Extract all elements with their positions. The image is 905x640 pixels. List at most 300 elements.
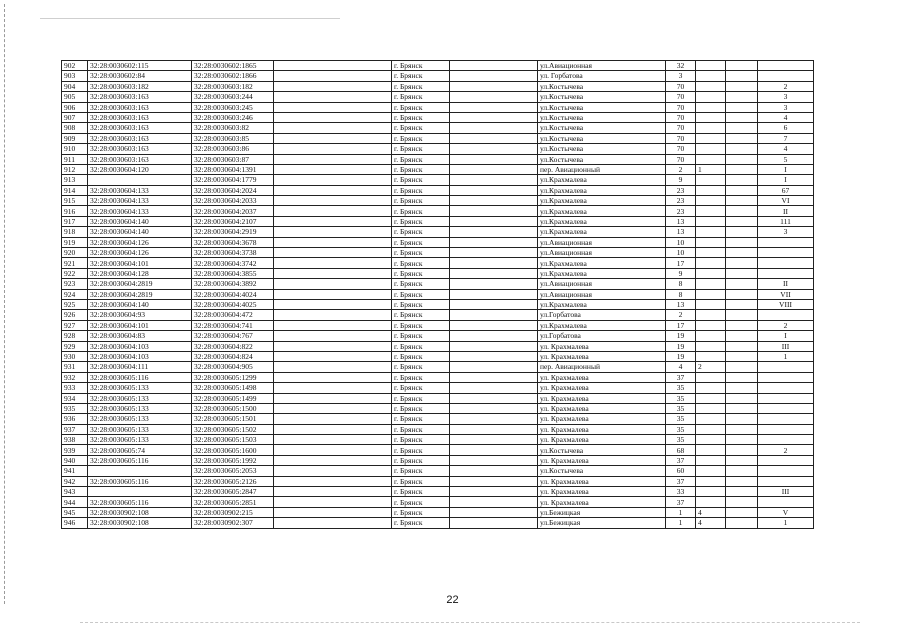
cell-city: г. Брянск xyxy=(392,466,450,476)
cell-building xyxy=(696,455,726,465)
cell-empty xyxy=(274,268,392,278)
cell-parcel-cadastral-number: 32:28:0030603:182 xyxy=(88,81,192,91)
cell-street: ул.Крахмалева xyxy=(538,299,666,309)
cell-object-cadastral-number: 32:28:0030604:1391 xyxy=(192,164,274,174)
cell-city: г. Брянск xyxy=(392,102,450,112)
cell-empty xyxy=(274,497,392,507)
cell-parcel-cadastral-number: 32:28:0030604:126 xyxy=(88,237,192,247)
cell-house: 33 xyxy=(666,487,696,497)
cell-room xyxy=(726,144,758,154)
cell-house: 37 xyxy=(666,497,696,507)
cell-row-number: 907 xyxy=(62,112,88,122)
cell-room xyxy=(726,92,758,102)
cell-street: пер. Авиационный xyxy=(538,362,666,372)
cell-building xyxy=(696,393,726,403)
table-row xyxy=(62,102,814,112)
cell-house: 70 xyxy=(666,123,696,133)
cell-house: 70 xyxy=(666,112,696,122)
cell-empty xyxy=(274,102,392,112)
cell-empty xyxy=(450,331,538,341)
cell-premises: III xyxy=(758,341,814,351)
cell-street: ул.Авиационная xyxy=(538,289,666,299)
cell-row-number: 921 xyxy=(62,258,88,268)
cell-city: г. Брянск xyxy=(392,92,450,102)
cell-room xyxy=(726,61,758,71)
cell-premises xyxy=(758,455,814,465)
cell-city: г. Брянск xyxy=(392,341,450,351)
cell-room xyxy=(726,248,758,258)
table-row xyxy=(62,299,814,309)
cell-empty xyxy=(450,258,538,268)
cell-empty xyxy=(274,445,392,455)
cell-building xyxy=(696,112,726,122)
cell-house: 70 xyxy=(666,144,696,154)
cell-city: г. Брянск xyxy=(392,424,450,434)
cell-empty xyxy=(274,435,392,445)
cell-house: 35 xyxy=(666,424,696,434)
cell-street: ул.Костычева xyxy=(538,154,666,164)
cell-building xyxy=(696,320,726,330)
cell-house: 17 xyxy=(666,258,696,268)
property-register-table xyxy=(61,60,814,529)
cell-parcel-cadastral-number xyxy=(88,487,192,497)
cell-empty xyxy=(274,331,392,341)
cell-empty xyxy=(274,61,392,71)
cell-premises: 7 xyxy=(758,133,814,143)
cell-empty xyxy=(450,81,538,91)
cell-empty xyxy=(450,227,538,237)
cell-room xyxy=(726,383,758,393)
cell-house: 35 xyxy=(666,414,696,424)
table-row xyxy=(62,268,814,278)
cell-city: г. Брянск xyxy=(392,268,450,278)
cell-room xyxy=(726,445,758,455)
cell-empty xyxy=(450,154,538,164)
cell-house: 23 xyxy=(666,196,696,206)
cell-street: ул. Крахмалева xyxy=(538,487,666,497)
cell-premises xyxy=(758,61,814,71)
table-row xyxy=(62,518,814,528)
cell-row-number: 931 xyxy=(62,362,88,372)
table-row xyxy=(62,362,814,372)
table-row xyxy=(62,175,814,185)
cell-room xyxy=(726,466,758,476)
cell-parcel-cadastral-number: 32:28:0030605:133 xyxy=(88,435,192,445)
table-row xyxy=(62,403,814,413)
cell-room xyxy=(726,102,758,112)
cell-city: г. Брянск xyxy=(392,299,450,309)
cell-object-cadastral-number: 32:28:0030604:905 xyxy=(192,362,274,372)
cell-empty xyxy=(274,133,392,143)
cell-premises xyxy=(758,383,814,393)
cell-premises: 2 xyxy=(758,320,814,330)
cell-room xyxy=(726,518,758,528)
cell-city: г. Брянск xyxy=(392,81,450,91)
cell-city: г. Брянск xyxy=(392,351,450,361)
cell-empty xyxy=(274,518,392,528)
cell-city: г. Брянск xyxy=(392,435,450,445)
cell-empty xyxy=(274,487,392,497)
cell-premises xyxy=(758,237,814,247)
cell-row-number: 905 xyxy=(62,92,88,102)
cell-parcel-cadastral-number: 32:28:0030603:163 xyxy=(88,123,192,133)
cell-city: г. Брянск xyxy=(392,507,450,517)
table-row xyxy=(62,61,814,71)
cell-empty xyxy=(274,372,392,382)
cell-empty xyxy=(450,123,538,133)
cell-house: 32 xyxy=(666,61,696,71)
cell-empty xyxy=(274,175,392,185)
table-row xyxy=(62,154,814,164)
cell-building xyxy=(696,351,726,361)
cell-street: ул. Горбатова xyxy=(538,71,666,81)
cell-premises: VI xyxy=(758,196,814,206)
cell-building: 4 xyxy=(696,518,726,528)
cell-object-cadastral-number: 32:28:0030604:824 xyxy=(192,351,274,361)
cell-parcel-cadastral-number: 32:28:0030605:133 xyxy=(88,383,192,393)
cell-empty xyxy=(450,279,538,289)
cell-object-cadastral-number: 32:28:0030603:246 xyxy=(192,112,274,122)
cell-premises: VII xyxy=(758,289,814,299)
cell-street: ул. Крахмалева xyxy=(538,497,666,507)
cell-parcel-cadastral-number: 32:28:0030604:101 xyxy=(88,258,192,268)
cell-object-cadastral-number: 32:28:0030605:2847 xyxy=(192,487,274,497)
cell-object-cadastral-number: 32:28:0030604:4025 xyxy=(192,299,274,309)
cell-room xyxy=(726,497,758,507)
cell-city: г. Брянск xyxy=(392,476,450,486)
cell-row-number: 908 xyxy=(62,123,88,133)
cell-empty xyxy=(274,310,392,320)
cell-object-cadastral-number: 32:28:0030603:182 xyxy=(192,81,274,91)
cell-premises: 1 xyxy=(758,518,814,528)
cell-street: ул. Крахмалева xyxy=(538,424,666,434)
cell-empty xyxy=(450,92,538,102)
cell-house: 70 xyxy=(666,154,696,164)
cell-parcel-cadastral-number: 32:28:0030604:103 xyxy=(88,341,192,351)
cell-house: 19 xyxy=(666,331,696,341)
cell-house: 35 xyxy=(666,383,696,393)
cell-parcel-cadastral-number: 32:28:0030605:133 xyxy=(88,403,192,413)
cell-house: 1 xyxy=(666,507,696,517)
cell-empty xyxy=(274,154,392,164)
table-row xyxy=(62,196,814,206)
cell-premises: I xyxy=(758,164,814,174)
cell-house: 9 xyxy=(666,268,696,278)
cell-street: ул.Крахмалева xyxy=(538,206,666,216)
cell-empty xyxy=(274,196,392,206)
cell-premises xyxy=(758,362,814,372)
cell-empty xyxy=(274,123,392,133)
table-row xyxy=(62,372,814,382)
cell-parcel-cadastral-number xyxy=(88,175,192,185)
cell-empty xyxy=(274,466,392,476)
table-row xyxy=(62,279,814,289)
cell-premises xyxy=(758,248,814,258)
cell-street: ул.Крахмалева xyxy=(538,216,666,226)
cell-room xyxy=(726,372,758,382)
cell-premises: II xyxy=(758,206,814,216)
cell-building xyxy=(696,81,726,91)
cell-building xyxy=(696,196,726,206)
cell-building xyxy=(696,71,726,81)
cell-room xyxy=(726,71,758,81)
cell-building xyxy=(696,175,726,185)
bottom-rule xyxy=(80,622,860,623)
cell-parcel-cadastral-number: 32:28:0030902:108 xyxy=(88,518,192,528)
cell-empty xyxy=(274,206,392,216)
cell-object-cadastral-number: 32:28:0030604:4024 xyxy=(192,289,274,299)
cell-house: 2 xyxy=(666,164,696,174)
cell-city: г. Брянск xyxy=(392,258,450,268)
cell-object-cadastral-number: 32:28:0030604:3738 xyxy=(192,248,274,258)
cell-premises: 6 xyxy=(758,123,814,133)
cell-house: 37 xyxy=(666,476,696,486)
cell-row-number: 927 xyxy=(62,320,88,330)
cell-parcel-cadastral-number: 32:28:0030604:126 xyxy=(88,248,192,258)
cell-building xyxy=(696,216,726,226)
table-row xyxy=(62,435,814,445)
cell-empty xyxy=(274,248,392,258)
cell-room xyxy=(726,476,758,486)
cell-object-cadastral-number: 32:28:0030605:1503 xyxy=(192,435,274,445)
cell-row-number: 930 xyxy=(62,351,88,361)
cell-empty xyxy=(450,320,538,330)
cell-building xyxy=(696,414,726,424)
cell-row-number: 911 xyxy=(62,154,88,164)
cell-street: ул.Костычева xyxy=(538,144,666,154)
cell-premises: III xyxy=(758,487,814,497)
cell-city: г. Брянск xyxy=(392,403,450,413)
cell-empty xyxy=(274,216,392,226)
table-row xyxy=(62,487,814,497)
cell-street: ул. Крахмалева xyxy=(538,351,666,361)
cell-empty xyxy=(274,414,392,424)
cell-object-cadastral-number: 32:28:0030602:1865 xyxy=(192,61,274,71)
cell-premises xyxy=(758,393,814,403)
cell-house: 35 xyxy=(666,435,696,445)
cell-parcel-cadastral-number: 32:28:0030605:133 xyxy=(88,414,192,424)
cell-city: г. Брянск xyxy=(392,164,450,174)
cell-empty xyxy=(450,185,538,195)
cell-object-cadastral-number: 32:28:0030605:1501 xyxy=(192,414,274,424)
cell-object-cadastral-number: 32:28:0030604:3892 xyxy=(192,279,274,289)
cell-room xyxy=(726,414,758,424)
cell-empty xyxy=(450,351,538,361)
cell-empty xyxy=(450,299,538,309)
cell-street: ул.Костычева xyxy=(538,102,666,112)
cell-parcel-cadastral-number: 32:28:0030605:133 xyxy=(88,393,192,403)
table-row xyxy=(62,383,814,393)
cell-empty xyxy=(450,164,538,174)
cell-parcel-cadastral-number: 32:28:0030603:163 xyxy=(88,133,192,143)
cell-empty xyxy=(450,476,538,486)
cell-object-cadastral-number: 32:28:0030603:82 xyxy=(192,123,274,133)
cell-empty xyxy=(274,351,392,361)
cell-street: ул. Крахмалева xyxy=(538,435,666,445)
cell-city: г. Брянск xyxy=(392,175,450,185)
cell-parcel-cadastral-number: 32:28:0030602:84 xyxy=(88,71,192,81)
cell-premises xyxy=(758,372,814,382)
cell-parcel-cadastral-number: 32:28:0030605:116 xyxy=(88,497,192,507)
cell-house: 3 xyxy=(666,71,696,81)
cell-city: г. Брянск xyxy=(392,455,450,465)
cell-object-cadastral-number: 32:28:0030604:822 xyxy=(192,341,274,351)
table-row xyxy=(62,466,814,476)
cell-room xyxy=(726,341,758,351)
cell-street: ул.Горбатова xyxy=(538,310,666,320)
cell-room xyxy=(726,154,758,164)
cell-building xyxy=(696,466,726,476)
cell-house: 70 xyxy=(666,102,696,112)
cell-row-number: 943 xyxy=(62,487,88,497)
cell-premises: V xyxy=(758,507,814,517)
cell-premises: 2 xyxy=(758,445,814,455)
cell-row-number: 937 xyxy=(62,424,88,434)
cell-room xyxy=(726,196,758,206)
cell-building xyxy=(696,185,726,195)
cell-building xyxy=(696,92,726,102)
cell-empty xyxy=(450,383,538,393)
cell-room xyxy=(726,258,758,268)
cell-empty xyxy=(274,258,392,268)
cell-room xyxy=(726,424,758,434)
cell-empty xyxy=(274,227,392,237)
table-row xyxy=(62,445,814,455)
cell-premises: 4 xyxy=(758,144,814,154)
cell-row-number: 902 xyxy=(62,61,88,71)
cell-empty xyxy=(274,92,392,102)
cell-object-cadastral-number: 32:28:0030604:2037 xyxy=(192,206,274,216)
cell-parcel-cadastral-number: 32:28:0030603:163 xyxy=(88,92,192,102)
cell-house: 35 xyxy=(666,393,696,403)
cell-building xyxy=(696,424,726,434)
cell-premises xyxy=(758,268,814,278)
cell-parcel-cadastral-number: 32:28:0030604:83 xyxy=(88,331,192,341)
cell-street: ул. Крахмалева xyxy=(538,414,666,424)
cell-room xyxy=(726,237,758,247)
cell-city: г. Брянск xyxy=(392,123,450,133)
cell-premises: 5 xyxy=(758,154,814,164)
cell-street: ул. Крахмалева xyxy=(538,476,666,486)
cell-room xyxy=(726,403,758,413)
table-row xyxy=(62,476,814,486)
cell-premises xyxy=(758,497,814,507)
cell-premises xyxy=(758,414,814,424)
cell-parcel-cadastral-number: 32:28:0030604:93 xyxy=(88,310,192,320)
cell-street: ул.Костычева xyxy=(538,112,666,122)
left-margin-guide xyxy=(4,4,6,604)
cell-row-number: 935 xyxy=(62,403,88,413)
cell-row-number: 936 xyxy=(62,414,88,424)
cell-building xyxy=(696,268,726,278)
cell-empty xyxy=(274,299,392,309)
cell-house: 70 xyxy=(666,92,696,102)
cell-city: г. Брянск xyxy=(392,112,450,122)
cell-row-number: 928 xyxy=(62,331,88,341)
cell-room xyxy=(726,112,758,122)
table-row xyxy=(62,164,814,174)
cell-building xyxy=(696,435,726,445)
table-row xyxy=(62,289,814,299)
cell-empty xyxy=(274,383,392,393)
cell-empty xyxy=(450,435,538,445)
cell-room xyxy=(726,362,758,372)
cell-object-cadastral-number: 32:28:0030605:2851 xyxy=(192,497,274,507)
table-row xyxy=(62,497,814,507)
cell-parcel-cadastral-number: 32:28:0030605:116 xyxy=(88,372,192,382)
cell-street: ул.Авиационная xyxy=(538,279,666,289)
cell-row-number: 922 xyxy=(62,268,88,278)
cell-empty xyxy=(274,403,392,413)
cell-street: ул.Горбатова xyxy=(538,331,666,341)
cell-city: г. Брянск xyxy=(392,518,450,528)
cell-street: ул.Крахмалева xyxy=(538,258,666,268)
cell-house: 19 xyxy=(666,341,696,351)
cell-city: г. Брянск xyxy=(392,248,450,258)
cell-row-number: 925 xyxy=(62,299,88,309)
cell-parcel-cadastral-number: 32:28:0030604:140 xyxy=(88,216,192,226)
register-rows xyxy=(62,61,814,529)
cell-empty xyxy=(274,164,392,174)
cell-premises: 3 xyxy=(758,227,814,237)
cell-room xyxy=(726,123,758,133)
cell-empty xyxy=(450,372,538,382)
cell-building: 1 xyxy=(696,164,726,174)
cell-house: 70 xyxy=(666,81,696,91)
cell-city: г. Брянск xyxy=(392,372,450,382)
cell-city: г. Брянск xyxy=(392,154,450,164)
cell-empty xyxy=(450,414,538,424)
cell-city: г. Брянск xyxy=(392,279,450,289)
cell-street: ул.Авиационная xyxy=(538,61,666,71)
cell-room xyxy=(726,268,758,278)
cell-parcel-cadastral-number: 32:28:0030604:133 xyxy=(88,206,192,216)
cell-room xyxy=(726,435,758,445)
cell-building xyxy=(696,403,726,413)
cell-premises xyxy=(758,435,814,445)
cell-empty xyxy=(450,248,538,258)
cell-street: ул. Крахмалева xyxy=(538,455,666,465)
cell-object-cadastral-number: 32:28:0030605:1498 xyxy=(192,383,274,393)
cell-premises xyxy=(758,476,814,486)
cell-empty xyxy=(274,320,392,330)
table-row xyxy=(62,310,814,320)
cell-premises xyxy=(758,71,814,81)
cell-empty xyxy=(450,445,538,455)
cell-row-number: 919 xyxy=(62,237,88,247)
cell-parcel-cadastral-number: 32:28:0030605:116 xyxy=(88,455,192,465)
cell-city: г. Брянск xyxy=(392,61,450,71)
cell-empty xyxy=(450,216,538,226)
cell-house: 13 xyxy=(666,299,696,309)
table-row xyxy=(62,341,814,351)
cell-row-number: 917 xyxy=(62,216,88,226)
cell-room xyxy=(726,351,758,361)
cell-row-number: 944 xyxy=(62,497,88,507)
cell-building xyxy=(696,123,726,133)
cell-empty xyxy=(450,497,538,507)
cell-row-number: 945 xyxy=(62,507,88,517)
cell-empty xyxy=(274,455,392,465)
cell-city: г. Брянск xyxy=(392,185,450,195)
cell-object-cadastral-number: 32:28:0030604:3742 xyxy=(192,258,274,268)
table-row xyxy=(62,455,814,465)
cell-building xyxy=(696,341,726,351)
cell-parcel-cadastral-number: 32:28:0030604:2819 xyxy=(88,279,192,289)
cell-city: г. Брянск xyxy=(392,227,450,237)
cell-empty xyxy=(450,289,538,299)
table-row xyxy=(62,206,814,216)
